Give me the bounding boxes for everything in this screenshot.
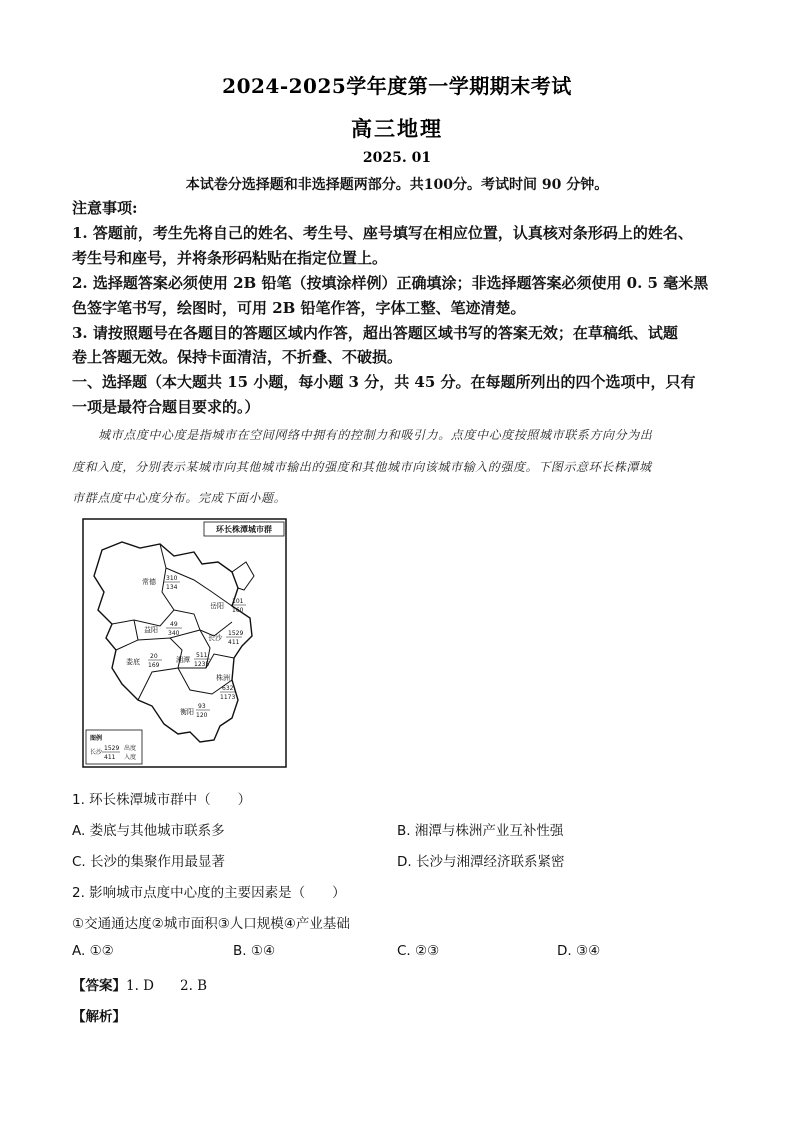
svg-text:511: 511 [196, 652, 208, 659]
notes-heading: 注意事项: [72, 199, 138, 217]
svg-text:310: 310 [166, 575, 178, 582]
q2-stem: 2. 影响城市点度中心度的主要因素是（ ） [72, 885, 346, 901]
q1-stem: 1. 环长株潭城市群中（ ） [72, 792, 252, 808]
q1-option-b[interactable]: B. 湘潭与株洲产业互补性强 [397, 823, 564, 839]
q2-factors: ①交通通达度②城市面积③人口规模④产业基础 [72, 916, 350, 932]
svg-text:1235: 1235 [194, 661, 210, 668]
exam-date: 2025. 01 [362, 150, 432, 166]
svg-text:1529: 1529 [104, 745, 120, 752]
note-line: 卷上答题无效。保持卡面清洁，不折叠、不破损。 [72, 348, 403, 366]
exam-title: 2024-2025学年度第一学期期末考试 [222, 74, 572, 98]
svg-text:340: 340 [168, 630, 180, 637]
map-title: 环长株潭城市群 [216, 525, 272, 534]
question-stem: 市群点度中心度分布。完成下面小题。 [72, 491, 287, 505]
svg-text:娄底: 娄底 [126, 658, 140, 666]
svg-text:169: 169 [148, 662, 160, 669]
svg-text:120: 120 [196, 712, 208, 719]
note-line: 3. 请按照题号在各题目的答题区域内作答，超出答题区域书写的答案无效；在草稿纸、试题 [72, 324, 678, 342]
note-line: 1. 答题前，考生先将自己的姓名、考生号、座号填写在相应位置，认真核对条形码上的姓名、 [72, 224, 693, 242]
subject-title: 高三地理 [351, 116, 443, 141]
q2-option-a[interactable]: A. ①② [72, 943, 114, 959]
svg-text:益阳: 益阳 [144, 626, 158, 634]
section-heading-cont: 一项是最符合题目要求的。） [72, 398, 260, 416]
svg-text:长沙: 长沙 [208, 634, 222, 642]
section-heading: 一、选择题（本大题共 15 小题，每小题 3 分，共 45 分。在每题所列出的四个选项中，只有 [72, 373, 696, 391]
svg-text:出度: 出度 [124, 745, 137, 752]
analysis-label: 【解析】 [72, 1009, 126, 1025]
question-stem: 城市点度中心度是指城市在空间网络中拥有的控制力和吸引力。点度中心度按照城市联系方向分为出 [98, 428, 653, 442]
svg-text:入度: 入度 [124, 754, 137, 761]
svg-text:常德: 常德 [142, 578, 156, 586]
question-stem: 度和入度，分别表示某城市向其他城市输出的强度和其他城市向该城市输入的强度。下图示意环长株潭城 [72, 460, 652, 474]
q2-option-c[interactable]: C. ②③ [397, 943, 440, 959]
svg-text:湘潭: 湘潭 [176, 656, 190, 664]
note-line: 色签字笔书写，绘图时，可用 2B 铅笔作答，字体工整、笔迹清楚。 [72, 299, 526, 317]
svg-text:1529: 1529 [228, 630, 244, 637]
answer-q2: 2. B [180, 978, 208, 994]
svg-text:632: 632 [222, 685, 234, 692]
q1-option-a[interactable]: A. 娄底与其他城市联系多 [72, 823, 225, 839]
svg-text:49: 49 [170, 621, 178, 628]
svg-text:134: 134 [166, 584, 178, 591]
q1-option-d[interactable]: D. 长沙与湘潭经济联系紧密 [397, 854, 565, 870]
answer-q1: 1. D [126, 978, 154, 994]
analysis-row [72, 1005, 126, 1025]
q2-option-b[interactable]: B. ①④ [233, 943, 276, 959]
svg-text:图例: 图例 [90, 735, 103, 742]
answer-row [72, 974, 207, 994]
svg-text:株洲: 株洲 [216, 674, 230, 682]
q1-option-c[interactable]: C. 长沙的集聚作用最显著 [72, 854, 226, 870]
svg-text:长沙: 长沙 [90, 749, 103, 756]
svg-text:411: 411 [228, 639, 240, 646]
note-line: 2. 选择题答案必须使用 2B 铅笔（按填涂样例）正确填涂；非选择题答案必须使用 0. 5 毫米黑 [72, 274, 709, 292]
map-legend [86, 730, 142, 764]
q2-option-d[interactable]: D. ③④ [557, 943, 601, 959]
svg-text:20: 20 [150, 653, 158, 660]
answer-label: 【答案】 [72, 978, 126, 994]
svg-text:衡阳: 衡阳 [180, 708, 194, 716]
svg-text:岳阳: 岳阳 [210, 602, 224, 610]
svg-text:101: 101 [232, 598, 244, 605]
svg-text:160: 160 [232, 607, 244, 614]
exam-intro: 本试卷分选择题和非选择题两部分。共100分。考试时间 90 分钟。 [185, 177, 609, 193]
svg-text:1173: 1173 [220, 694, 236, 701]
city-cluster-map [82, 518, 287, 768]
svg-text:93: 93 [198, 703, 206, 710]
note-line: 考生号和座号，并将条形码粘贴在指定位置上。 [72, 249, 388, 267]
svg-text:411: 411 [104, 754, 116, 761]
